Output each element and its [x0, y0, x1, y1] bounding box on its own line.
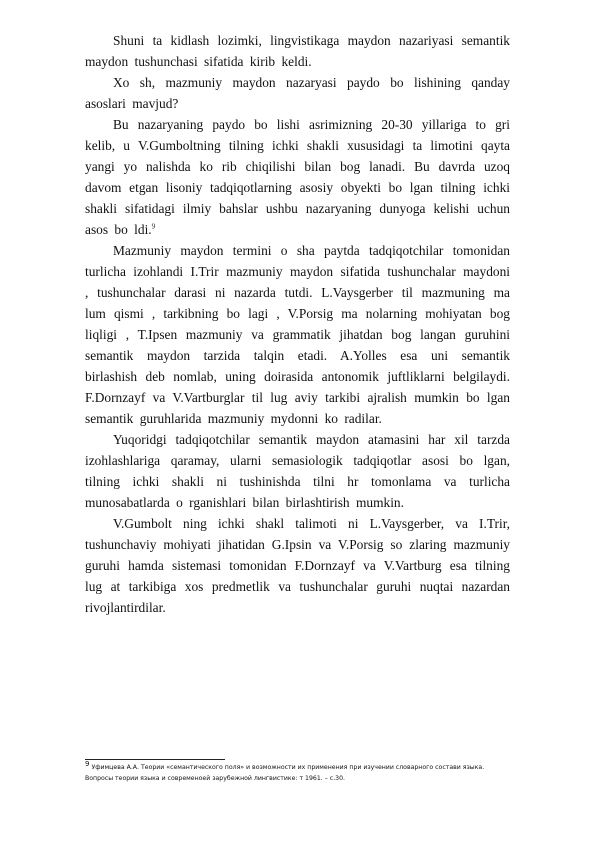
- paragraph-6: V.Gumbolt ning ichki shakl talimoti ni L.Vaysgerber, va I.Trir, tushunchaviy mohiyati jihatidan G.Ipsin va V.Porsig so zlaring mazmuniy guruhi hamda sistemasi tomonidan F.Dornzayf va V.Vartburg esa tilning lug at tarkibiga xos predmetlik va tushunchalar guruhi nuqtai nazardan rivojlantirdilar.: [85, 516, 510, 615]
- body-text: [85, 30, 510, 618]
- paragraph-1: Shuni ta kidlash lozimki, lingvistikaga maydon nazariyasi semantik maydon tushunchasi sifatida kirib keldi.: [85, 33, 510, 69]
- footnote-line-2: Вопросы теории языка и современоей зарубежной лингвистике: т 1961. – с.30.: [85, 775, 345, 782]
- footnote: [85, 759, 510, 784]
- footnote-mark: 9: [85, 759, 90, 768]
- paragraph-3: [85, 114, 510, 240]
- footnote-reference[interactable]: 9: [151, 222, 156, 231]
- footnote-divider: [85, 759, 225, 760]
- paragraph-4: Mazmuniy maydon termini o sha paytda tadqiqotchilar tomonidan turlicha izohlandi I.Trir mazmuniy maydon sifatida tushunchalar maydoni , tushunchalar darasi ni nazarda tutdi. L.Vaysgerber til mazmuning ma lum qismi , tarkibning bo lagi , V.Porsig ma nolarning mohiyatan bog liqligi , T.Ipsen mazmuniy va grammatik jihatdan bog langan guruhini semantik maydon tarzida talqin etadi. A.Yolles esa uni semantik birlashish deb nomlab, uning doirasida antonomik juftliklarni belgilaydi. F.Dornzayf va V.Vartburglar til lug aviy tarkibi ajralish mumkin bo lgan semantik guruhlarida mazmuniy mydonni ko radilar.: [85, 243, 510, 426]
- paragraph-5: Yuqoridgi tadqiqotchilar semantik maydon atamasini har xil tarzda izohlashlariga qaramay, ularni semasiologik tadqiqotlar asosi bo lgan, tilning ichki shakli ni tushinishda tilni hr tomonlama va turlicha munosabatlarda o rganishlari bilan birlashtirish mumkin.: [85, 432, 510, 510]
- paragraph-3-text: Bu nazaryaning paydo bo lishi asrimizning 20-30 yillariga to gri kelib, u V.Gumboltning tilning ichki shakli xususidagi ta limotini qayta yangi yo nalishda ko rib chiqilishi bilan bog lanadi. Bu davrda uzoq davom etgan lisoniy tadqiqotlarning asosiy obyekti bo lgan tilning ichki shakli sifatidagi ilmiy bahslar ushbu nazaryaning dunyoga kelishi uchun asos bo ldi.: [85, 117, 510, 237]
- footnote-line-1: [85, 759, 510, 773]
- paragraph-2: Xo sh, mazmuniy maydon nazaryasi paydo bo lishining qanday asoslari mavjud?: [85, 75, 510, 111]
- footnote-text-1: Уфимцева А.А. Теории «семантического поля» и возможности их применения при изучении словарного состави языка.: [91, 764, 485, 771]
